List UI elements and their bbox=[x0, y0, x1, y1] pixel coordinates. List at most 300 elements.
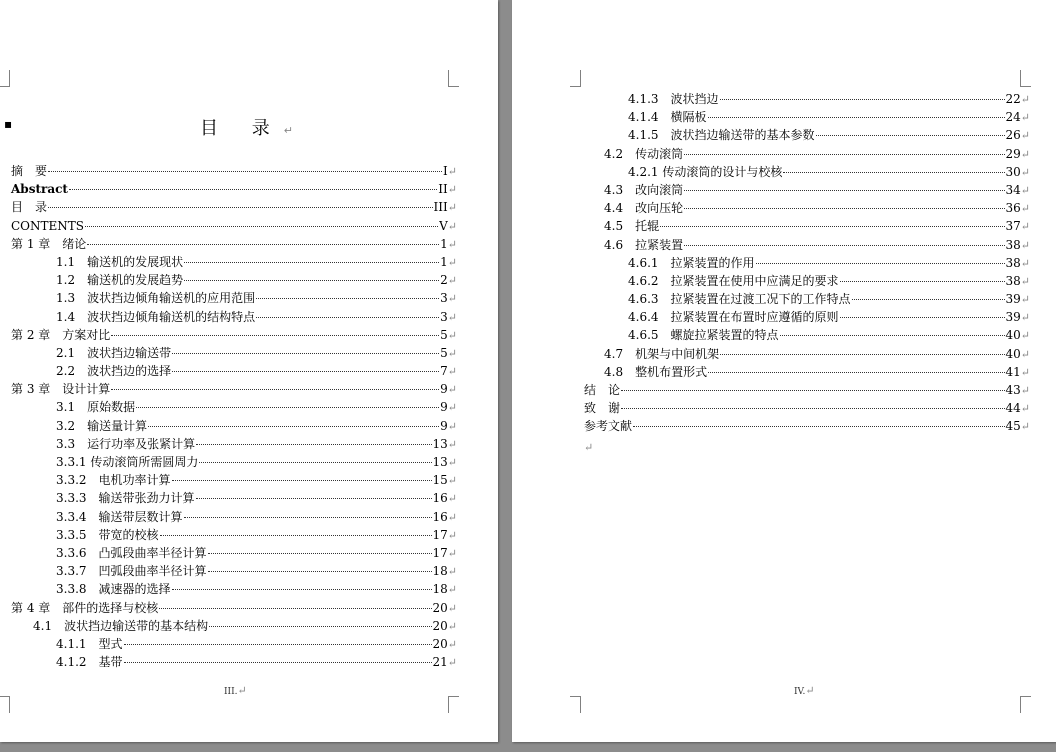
toc-entry-page-number: 38 bbox=[1005, 273, 1021, 288]
toc-entry-page bbox=[433, 453, 458, 472]
paragraph-mark: ↵ bbox=[1020, 311, 1030, 325]
dot-leader bbox=[196, 498, 432, 499]
toc-entry-label: 3.3.7 凹弧段曲率半径计算 bbox=[56, 564, 207, 579]
paragraph-mark: ↵ bbox=[447, 528, 457, 542]
toc-entry-label: 4.6 拉紧装置 bbox=[604, 237, 684, 252]
dot-leader bbox=[633, 426, 1004, 427]
toc-entry[interactable] bbox=[11, 544, 457, 562]
dot-leader bbox=[184, 262, 439, 263]
paragraph-mark: ↵ bbox=[1020, 274, 1030, 288]
toc-entry-page bbox=[1006, 399, 1031, 418]
toc-entry-page-number: 21 bbox=[432, 655, 448, 670]
page-number: III bbox=[224, 687, 235, 697]
toc-entry-page-number: 36 bbox=[1005, 201, 1021, 216]
toc-entry-label: 3.3.5 带宽的校核 bbox=[56, 527, 159, 542]
dot-leader bbox=[256, 298, 439, 299]
toc-entry-page-number: 39 bbox=[1005, 310, 1021, 325]
paragraph-mark: ↵ bbox=[447, 292, 457, 306]
toc-entry-page bbox=[440, 235, 457, 254]
toc-entry-label: 3.3.2 电机功率计算 bbox=[56, 473, 171, 488]
bullet-mark: ▪ bbox=[4, 117, 13, 131]
toc-entry-label: 第 3 章 设计计算 bbox=[11, 382, 111, 397]
toc-entry-label: 参考文献 bbox=[584, 419, 633, 434]
dot-leader bbox=[684, 208, 1004, 209]
toc-entry-label: 3.3 运行功率及张紧计算 bbox=[56, 436, 196, 451]
toc-entry[interactable] bbox=[11, 162, 457, 180]
toc-entry-page bbox=[1006, 236, 1031, 255]
paragraph-mark: ↵ bbox=[447, 255, 457, 269]
paragraph-mark: ↵ bbox=[447, 510, 457, 524]
toc-entry-page bbox=[1006, 363, 1031, 382]
page-number: IV bbox=[794, 687, 803, 697]
dot-leader bbox=[111, 389, 439, 390]
toc-entry-page bbox=[1006, 417, 1031, 436]
toc-entry[interactable] bbox=[11, 289, 457, 307]
dot-leader bbox=[172, 480, 432, 481]
toc-entry[interactable] bbox=[11, 599, 457, 617]
paragraph-mark: ↵ bbox=[584, 441, 594, 454]
toc-entry-label: 2.1 波状挡边输送带 bbox=[56, 345, 172, 360]
toc-entry-label: 4.1.2 基带 bbox=[56, 655, 123, 670]
toc-list-right bbox=[584, 90, 1030, 436]
paragraph-mark: ↵ bbox=[1020, 220, 1030, 234]
toc-entry-page-number: 9 bbox=[440, 400, 448, 415]
paragraph-mark: ↵ bbox=[447, 437, 457, 451]
toc-entry-page-number: 5 bbox=[440, 345, 448, 360]
toc-entry[interactable] bbox=[11, 235, 457, 253]
toc-entry[interactable] bbox=[11, 489, 457, 507]
toc-entry[interactable] bbox=[11, 344, 457, 362]
toc-entry-page-number: 45 bbox=[1005, 419, 1021, 434]
paragraph-mark: ↵ bbox=[1020, 384, 1030, 397]
toc-entry[interactable] bbox=[11, 508, 457, 526]
toc-entry-page-number: 13 bbox=[432, 455, 448, 469]
dot-leader bbox=[111, 335, 439, 336]
toc-entry-label: 4.4 改向压轮 bbox=[604, 201, 684, 216]
paragraph-mark: ↵ bbox=[1020, 129, 1030, 143]
toc-entry[interactable] bbox=[11, 471, 457, 489]
toc-entry-label: 4.1 波状挡边输送带的基本结构 bbox=[33, 618, 209, 633]
toc-entry-page bbox=[433, 617, 458, 636]
dot-leader bbox=[208, 553, 432, 554]
toc-entry-label: 第 1 章 绪论 bbox=[11, 236, 87, 251]
toc-entry-page-number: 3 bbox=[440, 309, 448, 324]
toc-entry-page bbox=[1006, 217, 1031, 236]
dot-leader bbox=[720, 99, 1005, 100]
toc-entry[interactable] bbox=[11, 198, 457, 216]
dot-leader bbox=[196, 444, 431, 445]
dot-leader bbox=[209, 626, 431, 627]
toc-entry-page-number: 43 bbox=[1005, 383, 1021, 397]
toc-entry-page-number: 40 bbox=[1005, 346, 1021, 361]
toc-entry-label: 4.1.3 波状挡边 bbox=[628, 92, 719, 106]
toc-entry-page bbox=[1006, 272, 1031, 291]
dot-leader bbox=[256, 317, 439, 318]
dot-leader bbox=[48, 171, 442, 172]
paragraph-mark: ↵ bbox=[1020, 202, 1030, 216]
toc-entry-page-number: 30 bbox=[1005, 164, 1021, 179]
toc-entry[interactable] bbox=[11, 398, 457, 416]
toc-entry-page-number: 15 bbox=[432, 473, 448, 488]
toc-entry[interactable] bbox=[11, 617, 457, 635]
dot-leader bbox=[720, 354, 1004, 355]
toc-entry-label: 3.3.6 凸弧段曲率半径计算 bbox=[56, 545, 207, 560]
margin-corner-top-left bbox=[0, 70, 10, 87]
dot-leader bbox=[159, 608, 431, 609]
toc-entry[interactable] bbox=[11, 362, 457, 380]
toc-entry-page-number: 24 bbox=[1005, 110, 1021, 125]
paragraph-mark: ↵ bbox=[1020, 238, 1030, 252]
toc-entry-page-number: 2 bbox=[440, 273, 448, 288]
dot-leader bbox=[621, 390, 1004, 391]
toc-entry-page-number: III bbox=[433, 200, 448, 215]
paragraph-mark: ↵ bbox=[1020, 147, 1030, 161]
toc-entry-page-number: 26 bbox=[1005, 128, 1021, 143]
paragraph-mark: ↵ bbox=[447, 601, 457, 615]
toc-list-left bbox=[11, 162, 457, 671]
toc-entry-page-number: 29 bbox=[1005, 146, 1021, 161]
dot-leader bbox=[136, 407, 439, 408]
toc-entry-page bbox=[439, 217, 457, 236]
dot-leader bbox=[172, 371, 439, 372]
toc-entry-label: 4.6.4 拉紧装置在布置时应遵循的原则 bbox=[628, 310, 839, 325]
toc-title[interactable] bbox=[200, 114, 293, 140]
toc-entry-label: 4.6.1 拉紧装置的作用 bbox=[628, 255, 755, 270]
toc-title-text: 目 录 bbox=[200, 118, 284, 139]
toc-entry-page-number: 16 bbox=[432, 491, 448, 506]
paragraph-mark: ↵ bbox=[1020, 420, 1030, 434]
toc-entry-label: 1.1 输送机的发展现状 bbox=[56, 254, 184, 269]
paragraph-mark: ↵ bbox=[447, 456, 457, 469]
paragraph-mark: ↵ bbox=[447, 565, 457, 579]
toc-entry-page-number: V bbox=[439, 218, 448, 233]
page-footer-right: IV.↵ bbox=[794, 684, 815, 697]
paragraph-mark: ↵ bbox=[1020, 365, 1030, 379]
dot-leader bbox=[208, 571, 432, 572]
dot-leader bbox=[708, 372, 1004, 373]
toc-entry-page bbox=[1006, 345, 1031, 364]
toc-entry-label: 结 论 bbox=[584, 383, 621, 397]
toc-entry-label: 第 2 章 方案对比 bbox=[11, 327, 111, 342]
toc-entry-label: 第 4 章 部件的选择与校核 bbox=[11, 600, 159, 615]
dot-leader bbox=[85, 226, 438, 227]
toc-entry-label: 4.6.5 螺旋拉紧装置的特点 bbox=[628, 328, 779, 343]
dot-leader bbox=[148, 426, 439, 427]
toc-entry[interactable] bbox=[584, 199, 1030, 217]
toc-entry[interactable] bbox=[584, 417, 1030, 435]
toc-entry-page bbox=[433, 508, 458, 527]
toc-entry[interactable] bbox=[11, 562, 457, 580]
margin-corner-top-right bbox=[1020, 70, 1031, 87]
dot-leader bbox=[756, 263, 1005, 264]
dot-leader bbox=[69, 189, 437, 190]
toc-entry-label: 4.7 机架与中间机架 bbox=[604, 346, 720, 361]
toc-entry-page-number: 17 bbox=[432, 545, 448, 560]
toc-entry[interactable] bbox=[11, 271, 457, 289]
dot-leader bbox=[684, 190, 1004, 191]
toc-entry[interactable] bbox=[584, 163, 1030, 181]
dot-leader bbox=[621, 408, 1004, 409]
toc-entry-page bbox=[440, 362, 457, 381]
toc-entry[interactable] bbox=[584, 217, 1030, 235]
toc-entry-label: 4.1.1 型式 bbox=[56, 636, 123, 651]
paragraph-mark: ↵ bbox=[1020, 165, 1030, 179]
toc-entry-page-number: 18 bbox=[432, 564, 448, 579]
paragraph-mark: ↵ bbox=[1020, 256, 1030, 270]
paragraph-mark: ↵ bbox=[447, 383, 457, 397]
margin-corner-top-left bbox=[570, 70, 581, 87]
toc-entry-label: 4.2.1 传动滚筒的设计与校核 bbox=[628, 164, 783, 179]
toc-entry-page bbox=[443, 162, 457, 181]
paragraph-mark: ↵ bbox=[447, 328, 457, 342]
toc-entry[interactable] bbox=[11, 635, 457, 653]
toc-entry-page-number: 7 bbox=[440, 364, 448, 379]
toc-entry-label: 1.3 波状挡边倾角输送机的应用范围 bbox=[56, 291, 256, 306]
toc-entry-page-number: II bbox=[438, 182, 448, 197]
toc-entry[interactable] bbox=[584, 290, 1030, 308]
paragraph-mark: ↵ bbox=[237, 684, 247, 697]
paragraph-mark: ↵ bbox=[447, 637, 457, 651]
toc-entry-page bbox=[433, 489, 458, 508]
toc-entry[interactable] bbox=[584, 381, 1030, 399]
toc-entry-page-number: 38 bbox=[1005, 255, 1021, 270]
toc-entry[interactable] bbox=[584, 90, 1030, 108]
toc-entry[interactable] bbox=[11, 653, 457, 671]
toc-entry-page bbox=[440, 417, 457, 436]
dot-leader bbox=[124, 644, 432, 645]
toc-entry[interactable] bbox=[584, 345, 1030, 363]
toc-entry[interactable] bbox=[11, 526, 457, 544]
toc-entry-label: 3.3.4 输送带层数计算 bbox=[56, 509, 183, 524]
toc-entry[interactable] bbox=[11, 453, 457, 471]
dot-leader bbox=[708, 117, 1005, 118]
toc-entry-page-number: 34 bbox=[1005, 182, 1021, 197]
toc-entry-page-number: 9 bbox=[440, 418, 448, 433]
paragraph-mark: ↵ bbox=[1020, 402, 1030, 416]
toc-entry-page bbox=[1006, 163, 1031, 182]
toc-entry-page bbox=[433, 580, 458, 599]
paragraph-mark: ↵ bbox=[1020, 183, 1030, 197]
dot-leader bbox=[199, 462, 431, 463]
paragraph-mark: ↵ bbox=[1020, 111, 1030, 125]
toc-entry-page-number: 40 bbox=[1005, 328, 1021, 343]
toc-entry[interactable] bbox=[584, 236, 1030, 254]
toc-entry[interactable] bbox=[11, 308, 457, 326]
paragraph-mark: ↵ bbox=[447, 237, 457, 251]
toc-entry-page bbox=[1006, 145, 1031, 164]
toc-entry-label: 4.1.5 波状挡边输送带的基本参数 bbox=[628, 128, 815, 143]
toc-entry-page bbox=[1006, 326, 1031, 345]
toc-entry-label: CONTENTS bbox=[11, 218, 85, 233]
toc-entry-label: 1.2 输送机的发展趋势 bbox=[56, 273, 184, 288]
dot-leader bbox=[172, 589, 432, 590]
paragraph-mark: ↵ bbox=[805, 684, 815, 697]
dot-leader bbox=[160, 535, 432, 536]
toc-entry-label: 4.3 改向滚筒 bbox=[604, 182, 684, 197]
paragraph-mark: ↵ bbox=[447, 274, 457, 288]
page-footer-left: III.↵ bbox=[224, 684, 247, 697]
toc-entry[interactable] bbox=[11, 180, 457, 198]
paragraph-mark: ↵ bbox=[447, 419, 457, 433]
toc-entry-page-number: 41 bbox=[1005, 364, 1021, 379]
toc-entry-page-number: 20 bbox=[432, 636, 448, 651]
toc-entry[interactable] bbox=[11, 253, 457, 271]
paragraph-mark: ↵ bbox=[447, 546, 457, 560]
dot-leader bbox=[840, 317, 1005, 318]
toc-entry[interactable] bbox=[584, 126, 1030, 144]
toc-entry-label: 3.3.1 传动滚筒所需圆周力 bbox=[56, 455, 199, 469]
dot-leader bbox=[783, 172, 1004, 173]
toc-entry[interactable] bbox=[584, 326, 1030, 344]
toc-entry-label: 3.1 原始数据 bbox=[56, 400, 136, 415]
toc-entry-page-number: 3 bbox=[440, 291, 448, 306]
dot-leader bbox=[172, 353, 439, 354]
toc-entry-page bbox=[433, 562, 458, 581]
document-page-left bbox=[0, 0, 498, 742]
toc-entry-label: 1.4 波状挡边倾角输送机的结构特点 bbox=[56, 309, 256, 324]
paragraph-mark: ↵ bbox=[283, 124, 293, 137]
toc-entry[interactable] bbox=[584, 399, 1030, 417]
dot-leader bbox=[87, 244, 439, 245]
toc-entry-page bbox=[1006, 381, 1031, 400]
toc-entry-label: 摘 要 bbox=[11, 164, 48, 178]
toc-entry-page bbox=[433, 599, 458, 618]
toc-entry-label: 3.3.8 减速器的选择 bbox=[56, 582, 171, 597]
toc-entry-page-number: 17 bbox=[432, 527, 448, 542]
dot-leader bbox=[184, 517, 432, 518]
dot-leader bbox=[184, 280, 439, 281]
toc-entry-page bbox=[440, 344, 457, 363]
paragraph-mark: ↵ bbox=[447, 474, 457, 488]
toc-entry-page bbox=[440, 271, 457, 290]
dot-leader bbox=[48, 207, 433, 208]
toc-entry-label: 4.2 传动滚筒 bbox=[604, 146, 684, 161]
toc-entry[interactable] bbox=[11, 217, 457, 235]
toc-entry-page bbox=[1006, 290, 1031, 309]
dot-leader bbox=[660, 226, 1004, 227]
paragraph-mark: ↵ bbox=[447, 183, 457, 197]
toc-entry-page bbox=[1006, 308, 1031, 327]
toc-entry-label: 4.6.2 拉紧装置在使用中应满足的要求 bbox=[628, 273, 839, 288]
toc-entry-page-number: 38 bbox=[1005, 237, 1021, 252]
toc-entry-page-number: 20 bbox=[432, 600, 448, 615]
dot-leader bbox=[684, 154, 1004, 155]
toc-entry[interactable] bbox=[584, 308, 1030, 326]
paragraph-mark: ↵ bbox=[447, 583, 457, 597]
toc-entry-page-number: 1 bbox=[440, 254, 448, 269]
toc-entry-page bbox=[433, 544, 458, 563]
toc-entry[interactable] bbox=[11, 580, 457, 598]
toc-entry-page bbox=[440, 380, 457, 399]
document-page-right bbox=[512, 0, 1056, 742]
margin-corner-bottom-left bbox=[570, 696, 581, 713]
dot-leader bbox=[780, 335, 1005, 336]
paragraph-mark: ↵ bbox=[447, 310, 457, 324]
toc-entry-page-number: 16 bbox=[432, 509, 448, 524]
margin-corner-bottom-left bbox=[0, 696, 10, 713]
toc-entry-label: 4.8 整机布置形式 bbox=[604, 364, 708, 379]
toc-entry-label: Abstract bbox=[11, 182, 68, 197]
toc-entry-page bbox=[1006, 181, 1031, 200]
toc-entry-page-number: 22 bbox=[1005, 92, 1021, 106]
dot-leader bbox=[852, 299, 1005, 300]
paragraph-mark: ↵ bbox=[447, 492, 457, 506]
toc-entry[interactable] bbox=[11, 417, 457, 435]
paragraph-mark: ↵ bbox=[447, 619, 457, 633]
toc-entry-page-number: 20 bbox=[432, 618, 448, 633]
toc-entry-page bbox=[1006, 126, 1031, 145]
toc-entry-page-number: 44 bbox=[1005, 401, 1021, 416]
toc-entry-page bbox=[440, 253, 457, 272]
toc-entry-label: 4.1.4 横隔板 bbox=[628, 110, 707, 125]
toc-entry-label: 3.2 输送量计算 bbox=[56, 418, 148, 433]
toc-entry-page bbox=[433, 635, 458, 654]
toc-entry-page bbox=[1006, 199, 1031, 218]
paragraph-mark: ↵ bbox=[447, 165, 457, 178]
toc-entry[interactable] bbox=[584, 254, 1030, 272]
toc-entry[interactable] bbox=[11, 380, 457, 398]
toc-entry[interactable] bbox=[584, 272, 1030, 290]
toc-entry-page bbox=[440, 289, 457, 308]
margin-corner-bottom-right bbox=[448, 696, 459, 713]
toc-entry-page bbox=[433, 435, 458, 454]
toc-entry-label: 4.5 托辊 bbox=[604, 219, 660, 234]
paragraph-mark: ↵ bbox=[447, 219, 457, 233]
paragraph-mark: ↵ bbox=[447, 365, 457, 379]
toc-entry-label: 2.2 波状挡边的选择 bbox=[56, 364, 172, 379]
dot-leader bbox=[840, 281, 1005, 282]
toc-entry-page-number: 9 bbox=[440, 382, 448, 397]
paragraph-mark: ↵ bbox=[1020, 347, 1030, 361]
toc-entry-page bbox=[1006, 90, 1031, 109]
margin-corner-bottom-right bbox=[1020, 696, 1031, 713]
dot-leader bbox=[816, 135, 1005, 136]
toc-entry[interactable] bbox=[584, 363, 1030, 381]
paragraph-mark: ↵ bbox=[447, 656, 457, 670]
dot-leader bbox=[684, 245, 1004, 246]
toc-entry-page bbox=[433, 471, 458, 490]
toc-entry-page bbox=[440, 398, 457, 417]
paragraph-mark: ↵ bbox=[447, 346, 457, 360]
toc-entry[interactable] bbox=[584, 145, 1030, 163]
paragraph-mark: ↵ bbox=[1020, 293, 1030, 307]
toc-entry-page bbox=[438, 180, 457, 199]
toc-entry[interactable] bbox=[11, 435, 457, 453]
toc-entry[interactable] bbox=[11, 326, 457, 344]
toc-entry-label: 4.6.3 拉紧装置在过渡工况下的工作特点 bbox=[628, 292, 851, 307]
toc-entry[interactable] bbox=[584, 108, 1030, 126]
toc-entry-page bbox=[434, 198, 457, 217]
toc-entry-page bbox=[1006, 254, 1031, 273]
toc-entry-page-number: 13 bbox=[432, 436, 448, 451]
toc-entry-label: 3.3.3 输送带张劲力计算 bbox=[56, 491, 195, 506]
paragraph-mark: ↵ bbox=[1020, 93, 1030, 106]
paragraph-mark: ↵ bbox=[447, 201, 457, 215]
margin-corner-top-right bbox=[448, 70, 459, 87]
toc-entry-page bbox=[440, 326, 457, 345]
toc-entry-page-number: 37 bbox=[1005, 219, 1021, 234]
toc-entry-label: 目 录 bbox=[11, 200, 48, 215]
toc-entry-page bbox=[440, 308, 457, 327]
toc-entry-page-number: 39 bbox=[1005, 292, 1021, 307]
toc-entry[interactable] bbox=[584, 181, 1030, 199]
toc-entry-page-number: 5 bbox=[440, 327, 448, 342]
dot-leader bbox=[124, 662, 432, 663]
paragraph-mark: ↵ bbox=[447, 401, 457, 415]
toc-entry-label: 致 谢 bbox=[584, 401, 621, 416]
toc-entry-page bbox=[433, 526, 458, 545]
toc-entry-page-number: 18 bbox=[432, 582, 448, 597]
